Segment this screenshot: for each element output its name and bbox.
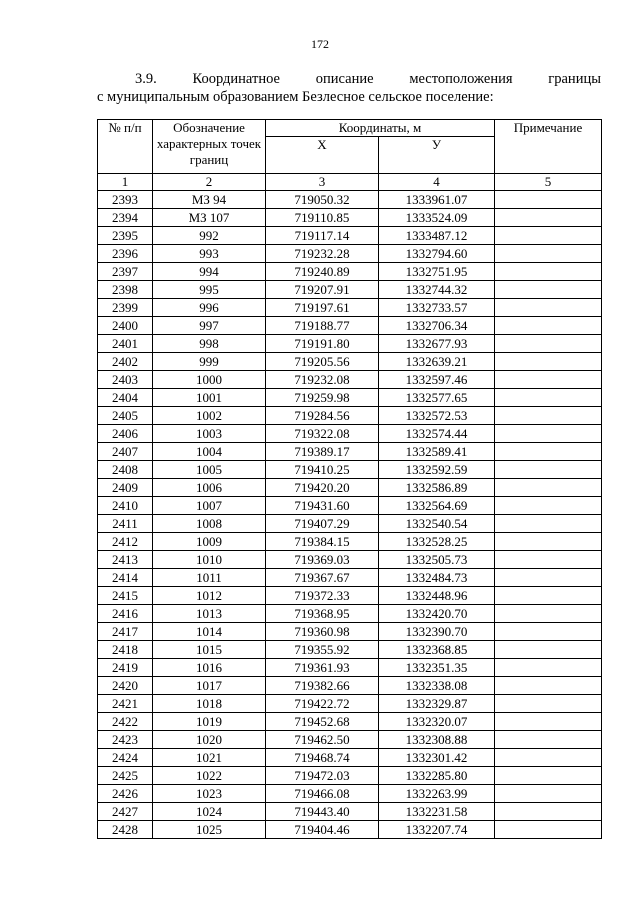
point-number-cell: 2408 bbox=[98, 461, 153, 479]
point-designation-cell: 995 bbox=[153, 281, 266, 299]
y-coordinate-cell: 1332794.60 bbox=[379, 245, 495, 263]
column-number: 2 bbox=[153, 174, 266, 191]
note-cell bbox=[495, 245, 602, 263]
note-cell bbox=[495, 749, 602, 767]
y-coordinate-cell: 1332744.32 bbox=[379, 281, 495, 299]
point-number-cell: 2419 bbox=[98, 659, 153, 677]
column-number: 5 bbox=[495, 174, 602, 191]
note-cell bbox=[495, 803, 602, 821]
point-number-cell: 2398 bbox=[98, 281, 153, 299]
note-cell bbox=[495, 569, 602, 587]
point-number-cell: 2401 bbox=[98, 335, 153, 353]
table-row bbox=[98, 461, 602, 479]
y-coordinate-cell: 1332528.25 bbox=[379, 533, 495, 551]
point-number-cell: 2421 bbox=[98, 695, 153, 713]
point-number-cell: 2425 bbox=[98, 767, 153, 785]
point-number-cell: 2407 bbox=[98, 443, 153, 461]
y-coordinate-cell: 1332263.99 bbox=[379, 785, 495, 803]
note-cell bbox=[495, 461, 602, 479]
point-designation-cell: МЗ 94 bbox=[153, 191, 266, 209]
header-coordinates: Координаты, м bbox=[266, 120, 495, 137]
x-coordinate-cell: 719367.67 bbox=[266, 569, 379, 587]
y-coordinate-cell: 1332677.93 bbox=[379, 335, 495, 353]
y-coordinate-cell: 1332751.95 bbox=[379, 263, 495, 281]
x-coordinate-cell: 719407.29 bbox=[266, 515, 379, 533]
table-row bbox=[98, 695, 602, 713]
x-coordinate-cell: 719259.98 bbox=[266, 389, 379, 407]
table-row bbox=[98, 245, 602, 263]
point-designation-cell: 1021 bbox=[153, 749, 266, 767]
point-number-cell: 2403 bbox=[98, 371, 153, 389]
y-coordinate-cell: 1332639.21 bbox=[379, 353, 495, 371]
point-number-cell: 2396 bbox=[98, 245, 153, 263]
point-designation-cell: 1016 bbox=[153, 659, 266, 677]
y-coordinate-cell: 1332329.87 bbox=[379, 695, 495, 713]
point-designation-cell: 998 bbox=[153, 335, 266, 353]
table-row bbox=[98, 479, 602, 497]
table-row bbox=[98, 713, 602, 731]
y-coordinate-cell: 1332592.59 bbox=[379, 461, 495, 479]
column-number: 1 bbox=[98, 174, 153, 191]
point-number-cell: 2402 bbox=[98, 353, 153, 371]
note-cell bbox=[495, 479, 602, 497]
point-number-cell: 2410 bbox=[98, 497, 153, 515]
x-coordinate-cell: 719188.77 bbox=[266, 317, 379, 335]
table-row bbox=[98, 623, 602, 641]
point-number-cell: 2426 bbox=[98, 785, 153, 803]
point-designation-cell: 994 bbox=[153, 263, 266, 281]
heading-word: местоположения bbox=[409, 71, 513, 87]
table-row bbox=[98, 587, 602, 605]
x-coordinate-cell: 719368.95 bbox=[266, 605, 379, 623]
point-designation-cell: 1024 bbox=[153, 803, 266, 821]
table-row bbox=[98, 731, 602, 749]
table-row bbox=[98, 371, 602, 389]
point-designation-cell: 1010 bbox=[153, 551, 266, 569]
x-coordinate-cell: 719410.25 bbox=[266, 461, 379, 479]
header-y: У bbox=[379, 137, 495, 174]
y-coordinate-cell: 1332574.44 bbox=[379, 425, 495, 443]
table-row bbox=[98, 407, 602, 425]
y-coordinate-cell: 1332368.85 bbox=[379, 641, 495, 659]
x-coordinate-cell: 719431.60 bbox=[266, 497, 379, 515]
table-row bbox=[98, 281, 602, 299]
point-designation-cell: 1022 bbox=[153, 767, 266, 785]
x-coordinate-cell: 719360.98 bbox=[266, 623, 379, 641]
x-coordinate-cell: 719466.08 bbox=[266, 785, 379, 803]
point-designation-cell: 1009 bbox=[153, 533, 266, 551]
point-designation-cell: 997 bbox=[153, 317, 266, 335]
table-row bbox=[98, 821, 602, 839]
column-number: 3 bbox=[266, 174, 379, 191]
point-designation-cell: 992 bbox=[153, 227, 266, 245]
y-coordinate-cell: 1332597.46 bbox=[379, 371, 495, 389]
note-cell bbox=[495, 497, 602, 515]
table-row bbox=[98, 515, 602, 533]
section-heading-line-2: с муниципальным образованием Безлесное сельское поселение: bbox=[97, 89, 494, 105]
note-cell bbox=[495, 551, 602, 569]
point-designation-cell: 1002 bbox=[153, 407, 266, 425]
note-cell bbox=[495, 299, 602, 317]
x-coordinate-cell: 719382.66 bbox=[266, 677, 379, 695]
table-row bbox=[98, 803, 602, 821]
x-coordinate-cell: 719443.40 bbox=[266, 803, 379, 821]
point-designation-cell: 1025 bbox=[153, 821, 266, 839]
note-cell bbox=[495, 713, 602, 731]
y-coordinate-cell: 1333961.07 bbox=[379, 191, 495, 209]
note-cell bbox=[495, 353, 602, 371]
y-coordinate-cell: 1332586.89 bbox=[379, 479, 495, 497]
note-cell bbox=[495, 659, 602, 677]
table-row bbox=[98, 677, 602, 695]
point-number-cell: 2393 bbox=[98, 191, 153, 209]
table-row bbox=[98, 785, 602, 803]
header-num: № п/п bbox=[98, 120, 153, 174]
point-designation-cell: 1015 bbox=[153, 641, 266, 659]
point-designation-cell: 1019 bbox=[153, 713, 266, 731]
point-designation-cell: МЗ 107 bbox=[153, 209, 266, 227]
y-coordinate-cell: 1332706.34 bbox=[379, 317, 495, 335]
point-designation-cell: 1000 bbox=[153, 371, 266, 389]
y-coordinate-cell: 1333524.09 bbox=[379, 209, 495, 227]
point-designation-cell: 999 bbox=[153, 353, 266, 371]
point-number-cell: 2415 bbox=[98, 587, 153, 605]
note-cell bbox=[495, 785, 602, 803]
table-row bbox=[98, 191, 602, 209]
x-coordinate-cell: 719372.33 bbox=[266, 587, 379, 605]
point-number-cell: 2411 bbox=[98, 515, 153, 533]
header-x: Х bbox=[266, 137, 379, 174]
point-number-cell: 2395 bbox=[98, 227, 153, 245]
table-row bbox=[98, 443, 602, 461]
x-coordinate-cell: 719205.56 bbox=[266, 353, 379, 371]
y-coordinate-cell: 1332505.73 bbox=[379, 551, 495, 569]
table-row bbox=[98, 659, 602, 677]
note-cell bbox=[495, 389, 602, 407]
note-cell bbox=[495, 515, 602, 533]
note-cell bbox=[495, 209, 602, 227]
table-row bbox=[98, 569, 602, 587]
x-coordinate-cell: 719322.08 bbox=[266, 425, 379, 443]
table-row bbox=[98, 497, 602, 515]
table-row bbox=[98, 299, 602, 317]
x-coordinate-cell: 719232.08 bbox=[266, 371, 379, 389]
y-coordinate-cell: 1332390.70 bbox=[379, 623, 495, 641]
x-coordinate-cell: 719050.32 bbox=[266, 191, 379, 209]
point-designation-cell: 1012 bbox=[153, 587, 266, 605]
point-designation-cell: 1018 bbox=[153, 695, 266, 713]
y-coordinate-cell: 1332301.42 bbox=[379, 749, 495, 767]
table-row bbox=[98, 353, 602, 371]
page-number: 172 bbox=[311, 37, 329, 51]
y-coordinate-cell: 1332577.65 bbox=[379, 389, 495, 407]
y-coordinate-cell: 1332320.07 bbox=[379, 713, 495, 731]
point-number-cell: 2427 bbox=[98, 803, 153, 821]
x-coordinate-cell: 719284.56 bbox=[266, 407, 379, 425]
x-coordinate-cell: 719472.03 bbox=[266, 767, 379, 785]
point-designation-cell: 1003 bbox=[153, 425, 266, 443]
x-coordinate-cell: 719420.20 bbox=[266, 479, 379, 497]
table-row bbox=[98, 641, 602, 659]
x-coordinate-cell: 719191.80 bbox=[266, 335, 379, 353]
point-number-cell: 2404 bbox=[98, 389, 153, 407]
header-designation: Обозначение характерных точек границ bbox=[153, 120, 266, 174]
table-row bbox=[98, 209, 602, 227]
note-cell bbox=[495, 587, 602, 605]
note-cell bbox=[495, 605, 602, 623]
x-coordinate-cell: 719355.92 bbox=[266, 641, 379, 659]
point-number-cell: 2400 bbox=[98, 317, 153, 335]
table-row bbox=[98, 389, 602, 407]
point-number-cell: 2416 bbox=[98, 605, 153, 623]
point-designation-cell: 1005 bbox=[153, 461, 266, 479]
y-coordinate-cell: 1332207.74 bbox=[379, 821, 495, 839]
note-cell bbox=[495, 227, 602, 245]
heading-word: границы bbox=[548, 71, 601, 87]
note-cell bbox=[495, 425, 602, 443]
x-coordinate-cell: 719207.91 bbox=[266, 281, 379, 299]
point-designation-cell: 1004 bbox=[153, 443, 266, 461]
point-number-cell: 2399 bbox=[98, 299, 153, 317]
y-coordinate-cell: 1332351.35 bbox=[379, 659, 495, 677]
point-number-cell: 2409 bbox=[98, 479, 153, 497]
table-row bbox=[98, 425, 602, 443]
note-cell bbox=[495, 281, 602, 299]
table-row bbox=[98, 767, 602, 785]
heading-word: Координатное bbox=[192, 71, 280, 87]
coordinates-table bbox=[97, 119, 602, 839]
note-cell bbox=[495, 677, 602, 695]
section-heading-line-1 bbox=[97, 70, 601, 88]
table-row bbox=[98, 749, 602, 767]
point-number-cell: 2414 bbox=[98, 569, 153, 587]
note-cell bbox=[495, 695, 602, 713]
point-designation-cell: 993 bbox=[153, 245, 266, 263]
point-designation-cell: 1014 bbox=[153, 623, 266, 641]
x-coordinate-cell: 719369.03 bbox=[266, 551, 379, 569]
point-number-cell: 2424 bbox=[98, 749, 153, 767]
x-coordinate-cell: 719462.50 bbox=[266, 731, 379, 749]
note-cell bbox=[495, 821, 602, 839]
point-number-cell: 2420 bbox=[98, 677, 153, 695]
table-row bbox=[98, 335, 602, 353]
point-number-cell: 2413 bbox=[98, 551, 153, 569]
y-coordinate-cell: 1332231.58 bbox=[379, 803, 495, 821]
table-row bbox=[98, 533, 602, 551]
point-designation-cell: 1013 bbox=[153, 605, 266, 623]
header-note: Примечание bbox=[495, 120, 602, 174]
note-cell bbox=[495, 263, 602, 281]
x-coordinate-cell: 719404.46 bbox=[266, 821, 379, 839]
x-coordinate-cell: 719197.61 bbox=[266, 299, 379, 317]
column-number: 4 bbox=[379, 174, 495, 191]
note-cell bbox=[495, 533, 602, 551]
y-coordinate-cell: 1332484.73 bbox=[379, 569, 495, 587]
point-designation-cell: 1008 bbox=[153, 515, 266, 533]
x-coordinate-cell: 719452.68 bbox=[266, 713, 379, 731]
point-number-cell: 2406 bbox=[98, 425, 153, 443]
point-number-cell: 2417 bbox=[98, 623, 153, 641]
y-coordinate-cell: 1332564.69 bbox=[379, 497, 495, 515]
point-designation-cell: 1006 bbox=[153, 479, 266, 497]
section-number: 3.9. bbox=[135, 71, 157, 87]
table-row bbox=[98, 263, 602, 281]
note-cell bbox=[495, 731, 602, 749]
y-coordinate-cell: 1332338.08 bbox=[379, 677, 495, 695]
note-cell bbox=[495, 623, 602, 641]
point-designation-cell: 1011 bbox=[153, 569, 266, 587]
x-coordinate-cell: 719232.28 bbox=[266, 245, 379, 263]
y-coordinate-cell: 1332540.54 bbox=[379, 515, 495, 533]
point-number-cell: 2397 bbox=[98, 263, 153, 281]
y-coordinate-cell: 1332420.70 bbox=[379, 605, 495, 623]
note-cell bbox=[495, 191, 602, 209]
table-row bbox=[98, 551, 602, 569]
note-cell bbox=[495, 641, 602, 659]
table-row bbox=[98, 317, 602, 335]
point-designation-cell: 1007 bbox=[153, 497, 266, 515]
point-designation-cell: 996 bbox=[153, 299, 266, 317]
x-coordinate-cell: 719117.14 bbox=[266, 227, 379, 245]
x-coordinate-cell: 719422.72 bbox=[266, 695, 379, 713]
x-coordinate-cell: 719468.74 bbox=[266, 749, 379, 767]
point-number-cell: 2418 bbox=[98, 641, 153, 659]
point-designation-cell: 1001 bbox=[153, 389, 266, 407]
x-coordinate-cell: 719389.17 bbox=[266, 443, 379, 461]
note-cell bbox=[495, 317, 602, 335]
y-coordinate-cell: 1332572.53 bbox=[379, 407, 495, 425]
note-cell bbox=[495, 443, 602, 461]
point-number-cell: 2423 bbox=[98, 731, 153, 749]
point-designation-cell: 1017 bbox=[153, 677, 266, 695]
y-coordinate-cell: 1332308.88 bbox=[379, 731, 495, 749]
y-coordinate-cell: 1332733.57 bbox=[379, 299, 495, 317]
table-row bbox=[98, 605, 602, 623]
y-coordinate-cell: 1332285.80 bbox=[379, 767, 495, 785]
point-designation-cell: 1020 bbox=[153, 731, 266, 749]
y-coordinate-cell: 1332589.41 bbox=[379, 443, 495, 461]
note-cell bbox=[495, 407, 602, 425]
column-number-row bbox=[98, 174, 602, 191]
point-designation-cell: 1023 bbox=[153, 785, 266, 803]
x-coordinate-cell: 719110.85 bbox=[266, 209, 379, 227]
point-number-cell: 2428 bbox=[98, 821, 153, 839]
x-coordinate-cell: 719240.89 bbox=[266, 263, 379, 281]
note-cell bbox=[495, 335, 602, 353]
x-coordinate-cell: 719361.93 bbox=[266, 659, 379, 677]
heading-word: описание bbox=[315, 71, 374, 87]
y-coordinate-cell: 1332448.96 bbox=[379, 587, 495, 605]
point-number-cell: 2412 bbox=[98, 533, 153, 551]
y-coordinate-cell: 1333487.12 bbox=[379, 227, 495, 245]
note-cell bbox=[495, 767, 602, 785]
note-cell bbox=[495, 371, 602, 389]
point-number-cell: 2422 bbox=[98, 713, 153, 731]
point-number-cell: 2394 bbox=[98, 209, 153, 227]
x-coordinate-cell: 719384.15 bbox=[266, 533, 379, 551]
table-body bbox=[98, 174, 602, 839]
table-row bbox=[98, 227, 602, 245]
point-number-cell: 2405 bbox=[98, 407, 153, 425]
